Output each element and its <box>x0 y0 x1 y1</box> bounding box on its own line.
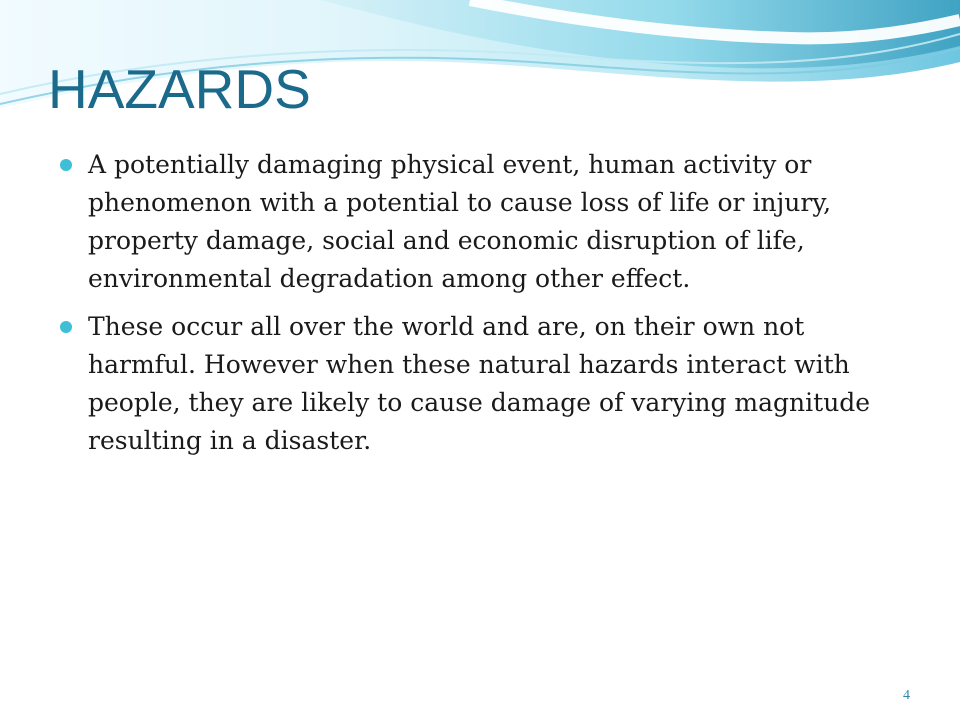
bullet-dot-icon <box>60 159 72 171</box>
page-number: 4 <box>903 688 910 703</box>
bullet-list <box>60 146 920 460</box>
bullet-dot-icon <box>60 321 72 333</box>
slide-title: HAZARDS <box>48 58 311 120</box>
bullet-item <box>60 308 920 460</box>
bullet-text: A potentially damaging physical event, human activity or phenomenon with a potential to cause loss of life or injury, property damage, social and economic disruption of life, environmental degradation among other effect. <box>88 150 832 293</box>
bullet-item <box>60 146 920 298</box>
bullet-text: These occur all over the world and are, on their own not harmful. However when these natural hazards interact with people, they are likely to cause damage of varying magnitude resulting in a disaster. <box>88 312 871 455</box>
